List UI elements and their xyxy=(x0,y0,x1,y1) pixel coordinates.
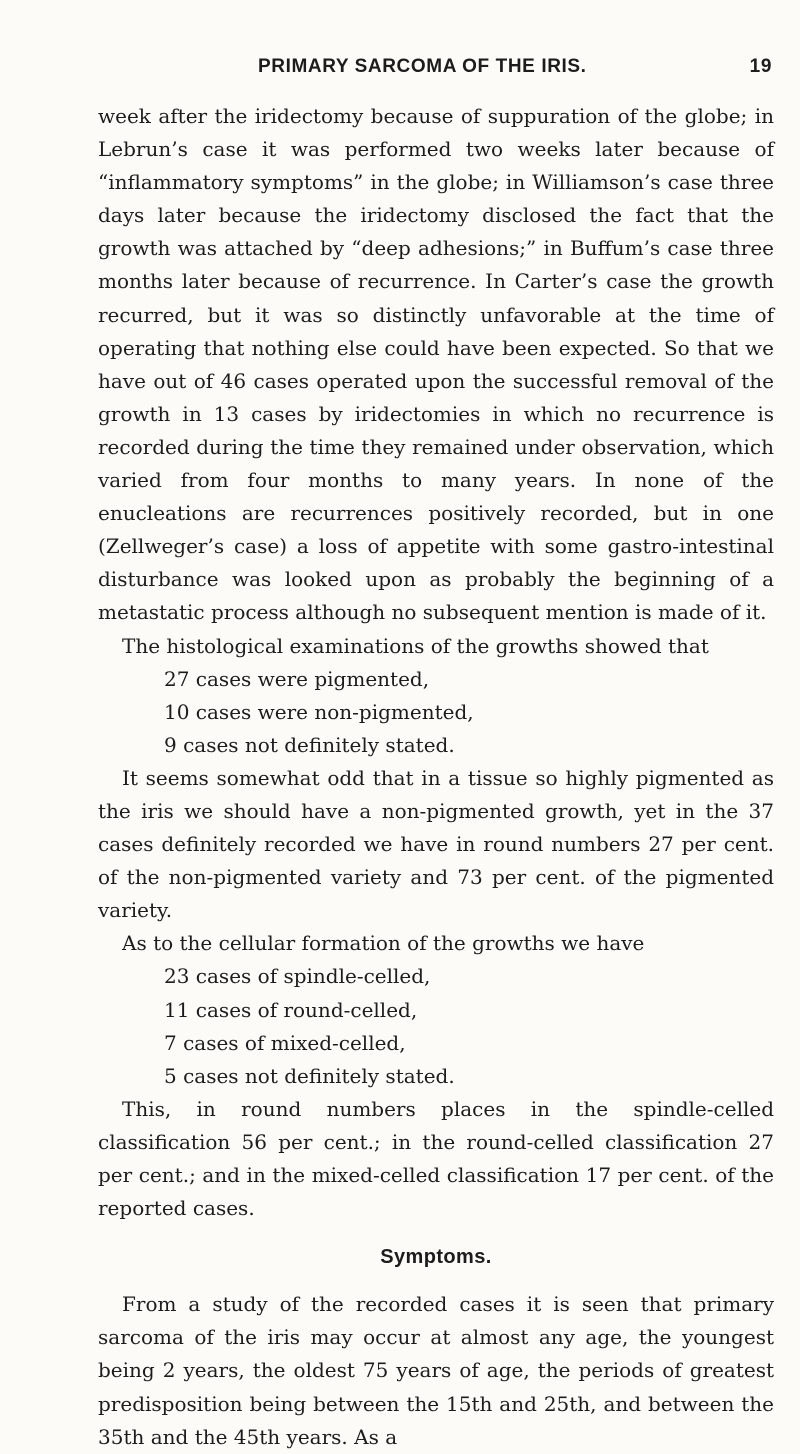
list-item: 5 cases not definitely stated. xyxy=(164,1063,455,1088)
cell-type-list xyxy=(98,960,774,1092)
paragraph-pigment-percentages: It seems somewhat odd that in a tissue so highly pigmented as the iris we should have a non-pigmented growth, yet in the 37 cases definitely recorded we have in round numbers 27 per cent. of the non-pigmented variety and 73 per cent. of the pigmented variety. xyxy=(98,765,774,923)
section-heading-symptoms: Symptoms. xyxy=(380,1246,492,1269)
body-text xyxy=(98,100,774,1454)
list-item: 11 cases of round-celled, xyxy=(164,997,418,1022)
paragraph-operative-results: week after the iridectomy because of suppuration of the globe; in Lebrun’s case it was performed two weeks later because of “inflammatory symptoms” in the globe; in Williamson’s case three days later because the iridectomy disclosed the fact that the growth was attached by “deep adhesions;” in Buffum’s case three months later because of recurrence. In Carter’s case the growth recurred, but it was so distinctly unfavorable at the time of operating that nothing else could have been expected. So that we have out of 46 cases operated upon the successful removal of the growth in 13 cases by iridectomies in which no recurrence is recorded during the time they remained under observation, which varied from four months to many years. In none of the enucleations are recurrences positively recorded, but in one (Zellweger’s case) a loss of appetite with some gastro-intestinal disturbance was looked upon as probably the beginning of a metastatic process although no subsequent mention is made of it. xyxy=(98,104,774,625)
paragraph-histology-intro: The histological examinations of the growths showed that xyxy=(122,633,709,658)
pigmentation-list xyxy=(98,663,774,762)
paragraph-cellular-intro: As to the cellular formation of the growths we have xyxy=(122,931,645,956)
list-item: 23 cases of spindle-celled, xyxy=(164,964,431,989)
running-title: PRIMARY SARCOMA OF THE IRIS. xyxy=(258,56,587,77)
paragraph-classification-percentages: This, in round numbers places in the spindle-celled classification 56 per cent.; in the round-celled classification 27 per cent.; and in the mixed-celled classification 17 per cent. of the reported cases. xyxy=(98,1096,774,1221)
page-number: 19 xyxy=(749,56,772,77)
list-item: 7 cases of mixed-celled, xyxy=(164,1030,406,1055)
paragraph-age-incidence: From a study of the recorded cases it is seen that primary sarcoma of the iris may occur at almost any age, the youngest being 2 years, the oldest 75 years of age, the periods of greatest predisposition being between the 15th and 25th, and between the 35th and the 45th years. As a xyxy=(98,1292,774,1449)
list-item: 27 cases were pigmented, xyxy=(164,666,430,691)
list-item: 9 cases not definitely stated. xyxy=(164,732,455,757)
list-item: 10 cases were non-pigmented, xyxy=(164,699,474,724)
running-header xyxy=(98,56,772,84)
